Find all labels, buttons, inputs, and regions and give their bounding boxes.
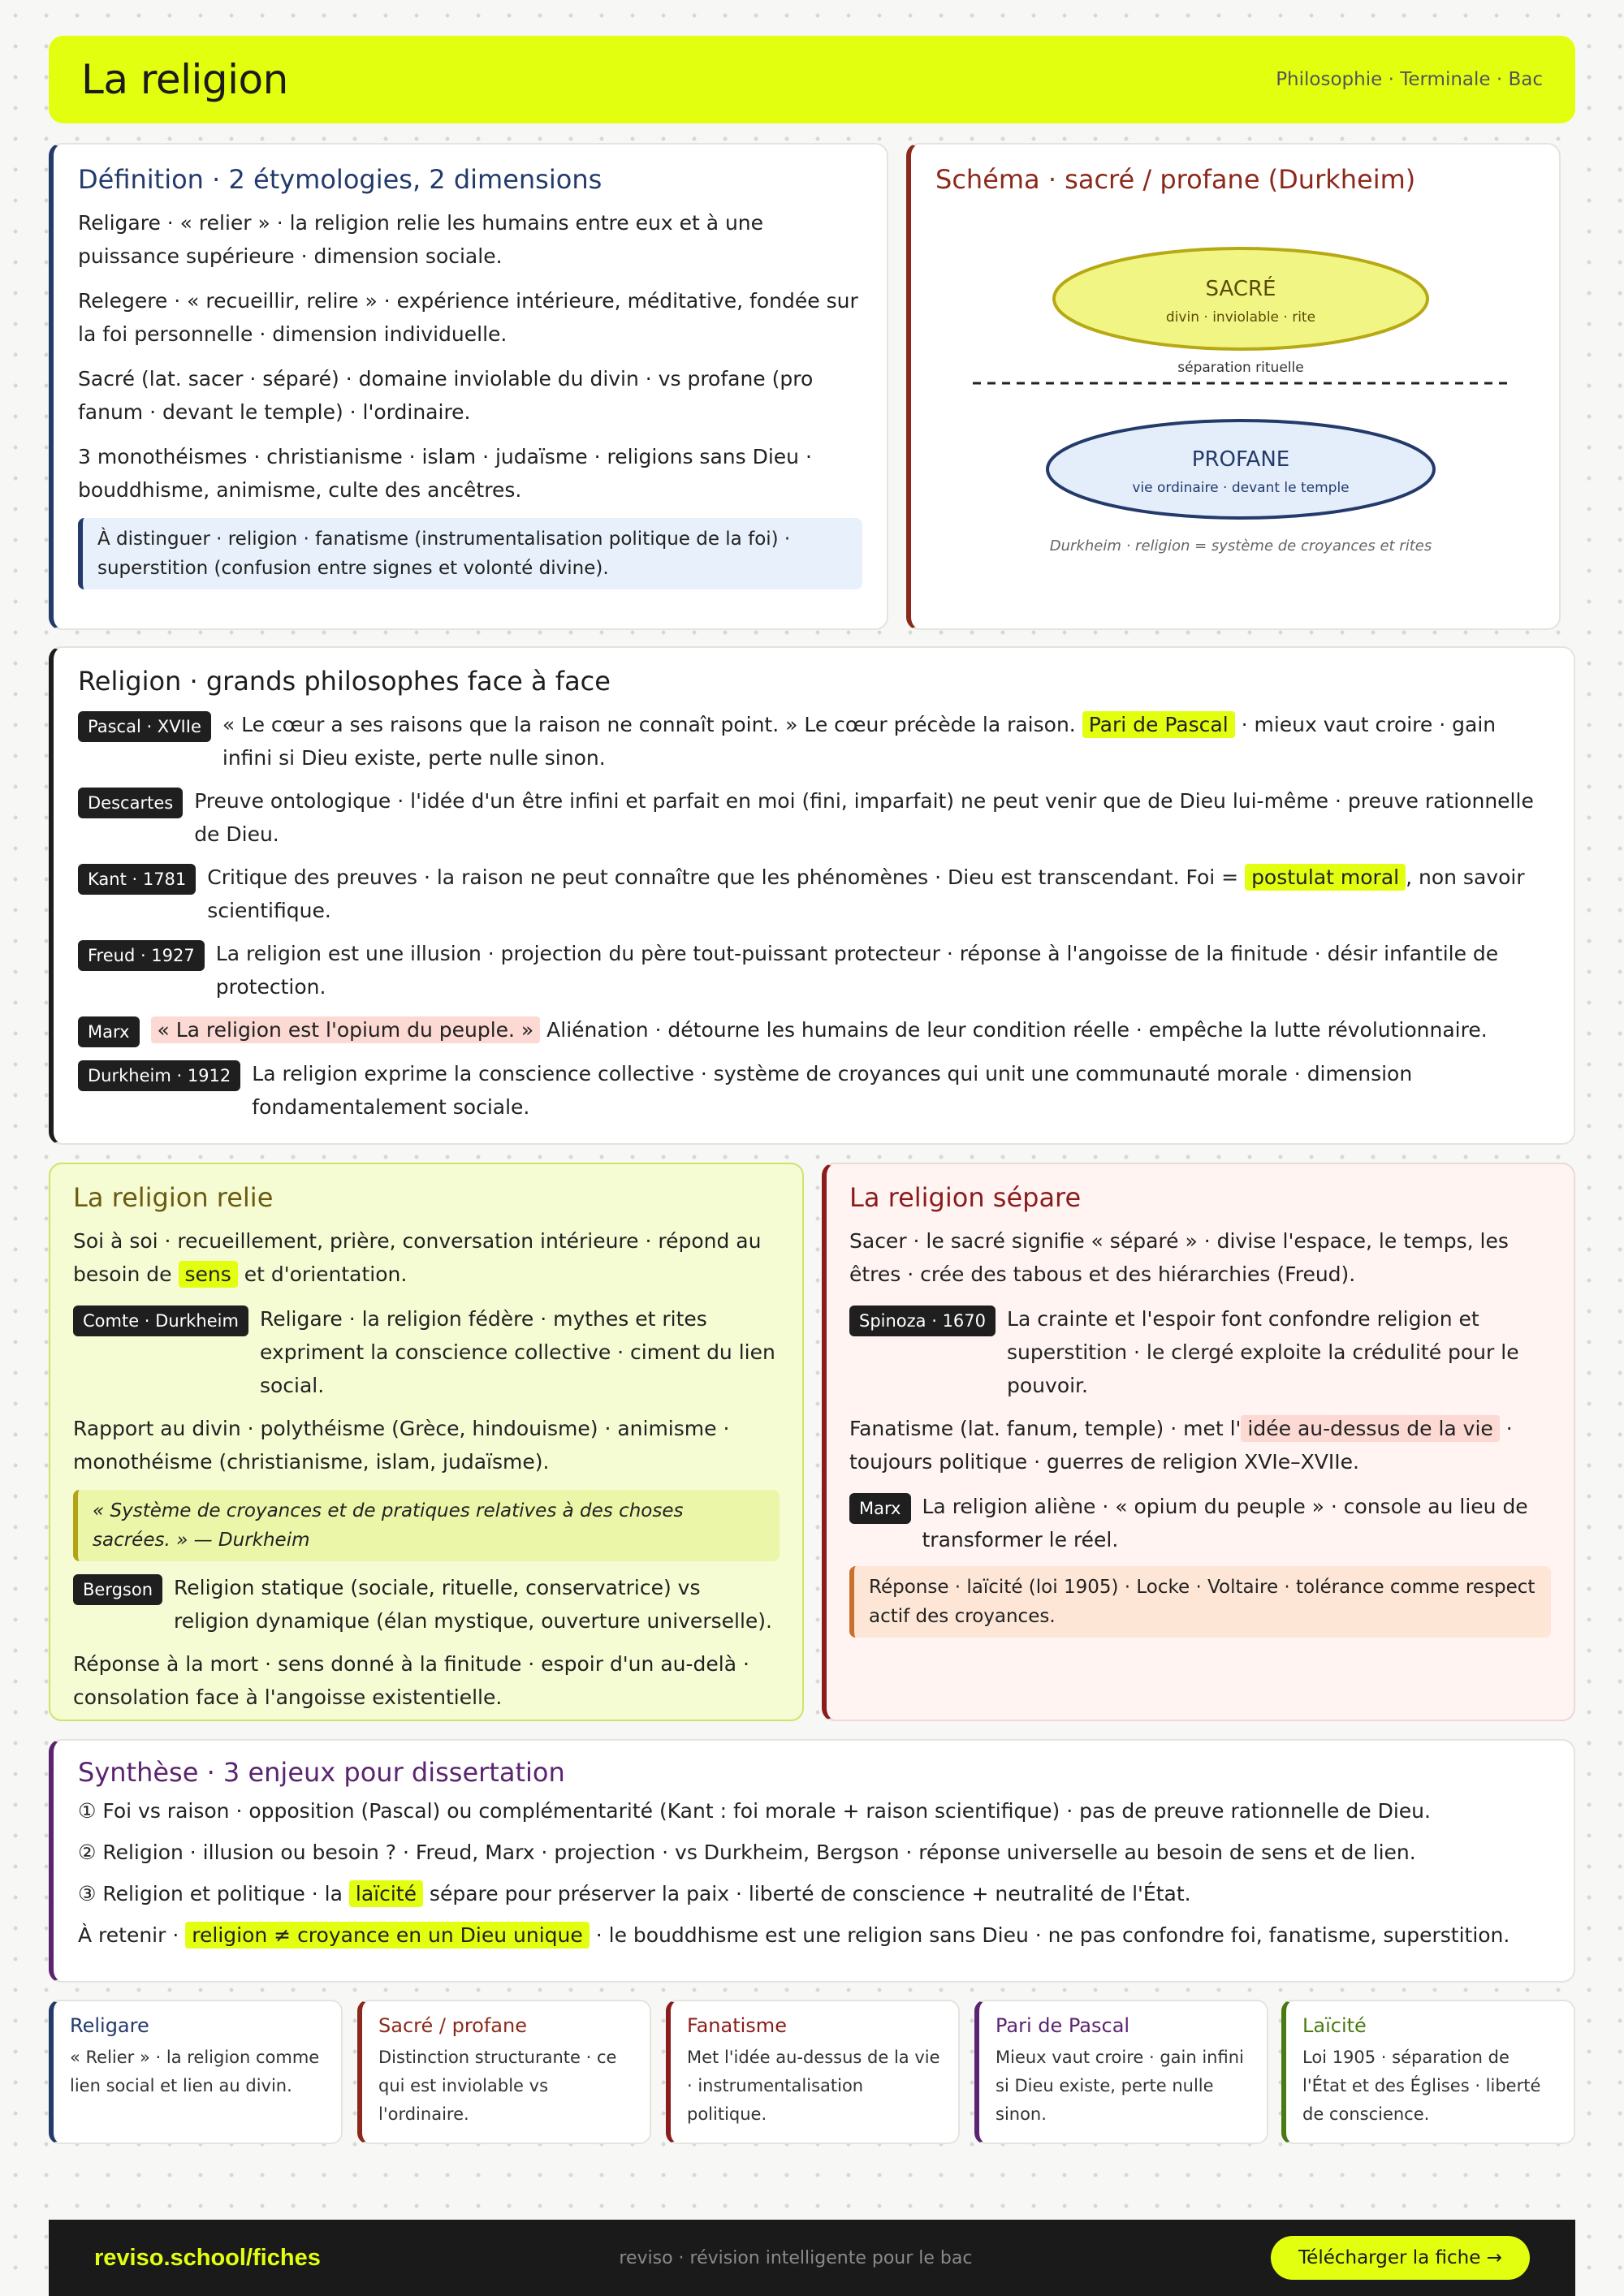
philosopher-row — [78, 861, 1549, 927]
definition-line: Religare · « relier » · la religion relie les humains entre eux et à une puissance supérieure · dimension sociale. — [78, 211, 764, 268]
spinoza-tag: Spinoza · 1670 — [849, 1306, 996, 1336]
mini-card-laicite — [1281, 2000, 1575, 2144]
mini-card-pascal — [974, 2000, 1268, 2144]
comte-text: Religare · la religion fédère · mythes et rites expriment la conscience collective · ciment du lien social. — [259, 1307, 775, 1397]
philosopher-row — [78, 708, 1549, 775]
separe-title: La religion sépare — [849, 1182, 1082, 1213]
philosopher-tag: Descartes — [78, 788, 183, 818]
durkheim-quote: « Système de croyances et de pratiques relatives à des choses sacrées. » — Durkheim — [73, 1490, 780, 1561]
kant-text-end: , non savoir scientifique. — [207, 865, 1525, 922]
page-title: La religion — [81, 56, 288, 103]
relie-line: Rapport au divin · polythéisme (Grèce, hindouisme) · animisme · monothéisme (christianisme, islam, judaïsme). — [73, 1417, 730, 1474]
philosopher-row — [78, 1057, 1549, 1124]
sacre-label: SACRÉ — [1205, 277, 1276, 301]
mini-card-fanatisme — [666, 2000, 960, 2144]
pascal-text: « Le cœur a ses raisons que la raison ne connaît point. » Le cœur précède la raison. — [222, 713, 1082, 736]
separe-line: Sacer · le sacré signifie « séparé » · divise l'espace, le temps, les êtres · crée des tabous et des hiérarchies (Freud). — [849, 1229, 1509, 1286]
fanatisme-highlight: idée au-dessus de la vie — [1241, 1415, 1499, 1442]
comte-tag: Comte · Durkheim — [73, 1306, 248, 1336]
synthese-line: À retenir · religion ≠ croyance en un Dieu unique · le bouddhisme est une religion sans Dieu · ne pas confondre foi, fanatisme, superstition. — [78, 1923, 1510, 1947]
pascal-highlight: Pari de Pascal — [1082, 711, 1235, 738]
bergson-text: Religion statique (sociale, rituelle, conservatrice) vs religion dynamique (élan mystique, ouverture universelle). — [174, 1576, 772, 1633]
descartes-text: Preuve ontologique · l'idée d'un être infini et parfait en moi (fini, imparfait) ne peut venir que de Dieu lui-même · preuve rationnelle de Dieu. — [194, 789, 1534, 846]
footer-tagline: reviso · révision intelligente pour le bac — [619, 2247, 973, 2268]
philosopher-tag: Marx — [78, 1016, 140, 1047]
mini-card-sacre — [357, 2000, 651, 2144]
kant-text: Critique des preuves · la raison ne peut connaître que les phénomènes · Dieu est transcendant. Foi = — [207, 865, 1246, 889]
philosopher-tag: Freud · 1927 — [78, 940, 205, 971]
synthese-line: ③ Religion et politique · la laïcité sépare pour préserver la paix · liberté de conscience + neutralité de l'État. — [78, 1882, 1191, 1905]
philosophers-card — [49, 646, 1575, 1145]
download-button[interactable]: Télécharger la fiche → — [1271, 2236, 1530, 2280]
relie-line: Soi à soi · recueillement, prière, conversation intérieure · répond au besoin de sens et d'orientation. — [73, 1229, 762, 1286]
pascal-text-end: · mieux vaut croire · gain infini si Dieu existe, perte nulle sinon. — [222, 713, 1497, 770]
durkheim-text: La religion exprime la conscience collective · système de croyances qui unit une communauté morale · dimension fondamentalement sociale. — [252, 1062, 1413, 1119]
mini-card-text: Loi 1905 · séparation de l'État et des Églises · liberté de conscience. — [1302, 2048, 1541, 2124]
synthese-card — [49, 1739, 1575, 1983]
synthese-line: ② Religion · illusion ou besoin ? · Freud, Marx · projection · vs Durkheim, Bergson · réponse universelle au besoin de sens et de lien. — [78, 1841, 1416, 1864]
page-footer — [49, 2220, 1575, 2296]
marx-text: La religion aliène · « opium du peuple » · console au lieu de transformer le réel. — [922, 1495, 1528, 1552]
sacre-profane-diagram — [940, 226, 1541, 607]
definition-line: Sacré (lat. sacer · séparé) · domaine inviolable du divin · vs profane (pro fanum · devant le temple) · l'ordinaire. — [78, 367, 814, 424]
definition-note: À distinguer · religion · fanatisme (instrumentalisation politique de la foi) · superstition (confusion entre signes et volonté divine). — [78, 518, 862, 589]
marx-text: Aliénation · détourne les humains de leur condition réelle · empêche la lutte révolutionnaire. — [540, 1018, 1488, 1042]
relie-line: Réponse à la mort · sens donné à la finitude · espoir d'un au-delà · consolation face à l'angoisse existentielle. — [73, 1652, 749, 1709]
mini-card-title: Religare — [70, 2014, 149, 2037]
site-link[interactable]: reviso.school/fiches — [94, 2244, 321, 2271]
mini-card-title: Fanatisme — [687, 2014, 787, 2037]
mini-card-text: Met l'idée au-dessus de la vie · instrumentalisation politique. — [687, 2048, 940, 2124]
header-meta: Philosophie · Terminale · Bac — [1276, 69, 1543, 90]
separe-card — [822, 1163, 1575, 1721]
synthese-line: ① Foi vs raison · opposition (Pascal) ou complémentarité (Kant : foi morale + raison scientifique) · pas de preuve rationnelle de Dieu. — [78, 1799, 1431, 1823]
mini-card-text: « Relier » · la religion comme lien social et lien au divin. — [70, 2048, 320, 2095]
bergson-tag: Bergson — [73, 1574, 162, 1605]
profane-sub: vie ordinaire · devant le temple — [1132, 480, 1350, 496]
retenir-highlight: religion ≠ croyance en un Dieu unique — [185, 1922, 590, 1949]
mini-card-title: Laïcité — [1302, 2014, 1367, 2037]
definition-line: Relegere · « recueillir, relire » · expérience intérieure, méditative, fondée sur la foi personnelle · dimension individuelle. — [78, 289, 858, 346]
schema-title: Schéma · sacré / profane (Durkheim) — [935, 164, 1416, 195]
laicite-highlight: laïcité — [349, 1880, 423, 1907]
laicite-note: Réponse · laïcité (loi 1905) · Locke · Voltaire · tolérance comme respect actif des croyances. — [849, 1566, 1551, 1638]
mini-card-title: Pari de Pascal — [996, 2014, 1130, 2037]
marx-row — [849, 1490, 1551, 1556]
freud-text: La religion est une illusion · projection du père tout-puissant protecteur · réponse à l'angoisse de la finitude · désir infantile de protection. — [215, 942, 1499, 999]
philosophers-title: Religion · grands philosophes face à face — [78, 666, 611, 697]
page-header — [49, 36, 1575, 123]
mini-card-religare — [49, 2000, 343, 2144]
definition-card — [49, 143, 888, 630]
profane-label: PROFANE — [1191, 447, 1290, 472]
definition-title: Définition · 2 étymologies, 2 dimensions — [78, 164, 603, 195]
philosopher-row — [78, 1013, 1549, 1047]
marx-highlight: « La religion est l'opium du peuple. » — [151, 1016, 541, 1043]
sacre-sub: divin · inviolable · rite — [1165, 309, 1316, 326]
bergson-row — [73, 1571, 780, 1638]
philosopher-tag: Pascal · XVIIe — [78, 711, 211, 742]
separe-line: Fanatisme (lat. fanum, temple) · met l' idée au-dessus de la vie · toujours politique · guerres de religion XVIe–XVIIe. — [849, 1417, 1513, 1474]
comte-row — [73, 1302, 780, 1402]
spinoza-row — [849, 1302, 1551, 1402]
separation-label: séparation rituelle — [1177, 360, 1304, 376]
schema-caption: Durkheim · religion = système de croyances et rites — [1049, 537, 1432, 555]
philosopher-row — [78, 784, 1549, 851]
relie-card — [49, 1163, 804, 1721]
mini-card-text: Distinction structurante · ce qui est inviolable vs l'ordinaire. — [378, 2048, 617, 2124]
marx-tag: Marx — [849, 1493, 911, 1524]
mini-card-title: Sacré / profane — [378, 2014, 527, 2037]
kant-highlight: postulat moral — [1245, 864, 1406, 891]
schema-card — [906, 143, 1561, 630]
philosopher-row — [78, 937, 1549, 1003]
spinoza-text: La crainte et l'espoir font confondre religion et superstition · le clergé exploite la crédulité pour le pouvoir. — [1007, 1307, 1519, 1397]
definition-line: 3 monothéismes · christianisme · islam · judaïsme · religions sans Dieu · bouddhisme, animisme, culte des ancêtres. — [78, 445, 812, 502]
synthese-title: Synthèse · 3 enjeux pour dissertation — [78, 1757, 565, 1788]
relie-title: La religion relie — [73, 1182, 274, 1213]
mini-card-text: Mieux vaut croire · gain infini si Dieu existe, perte nulle sinon. — [996, 2048, 1244, 2124]
philosopher-tag: Durkheim · 1912 — [78, 1060, 240, 1091]
philosopher-tag: Kant · 1781 — [78, 864, 196, 895]
sens-highlight: sens — [179, 1261, 238, 1288]
